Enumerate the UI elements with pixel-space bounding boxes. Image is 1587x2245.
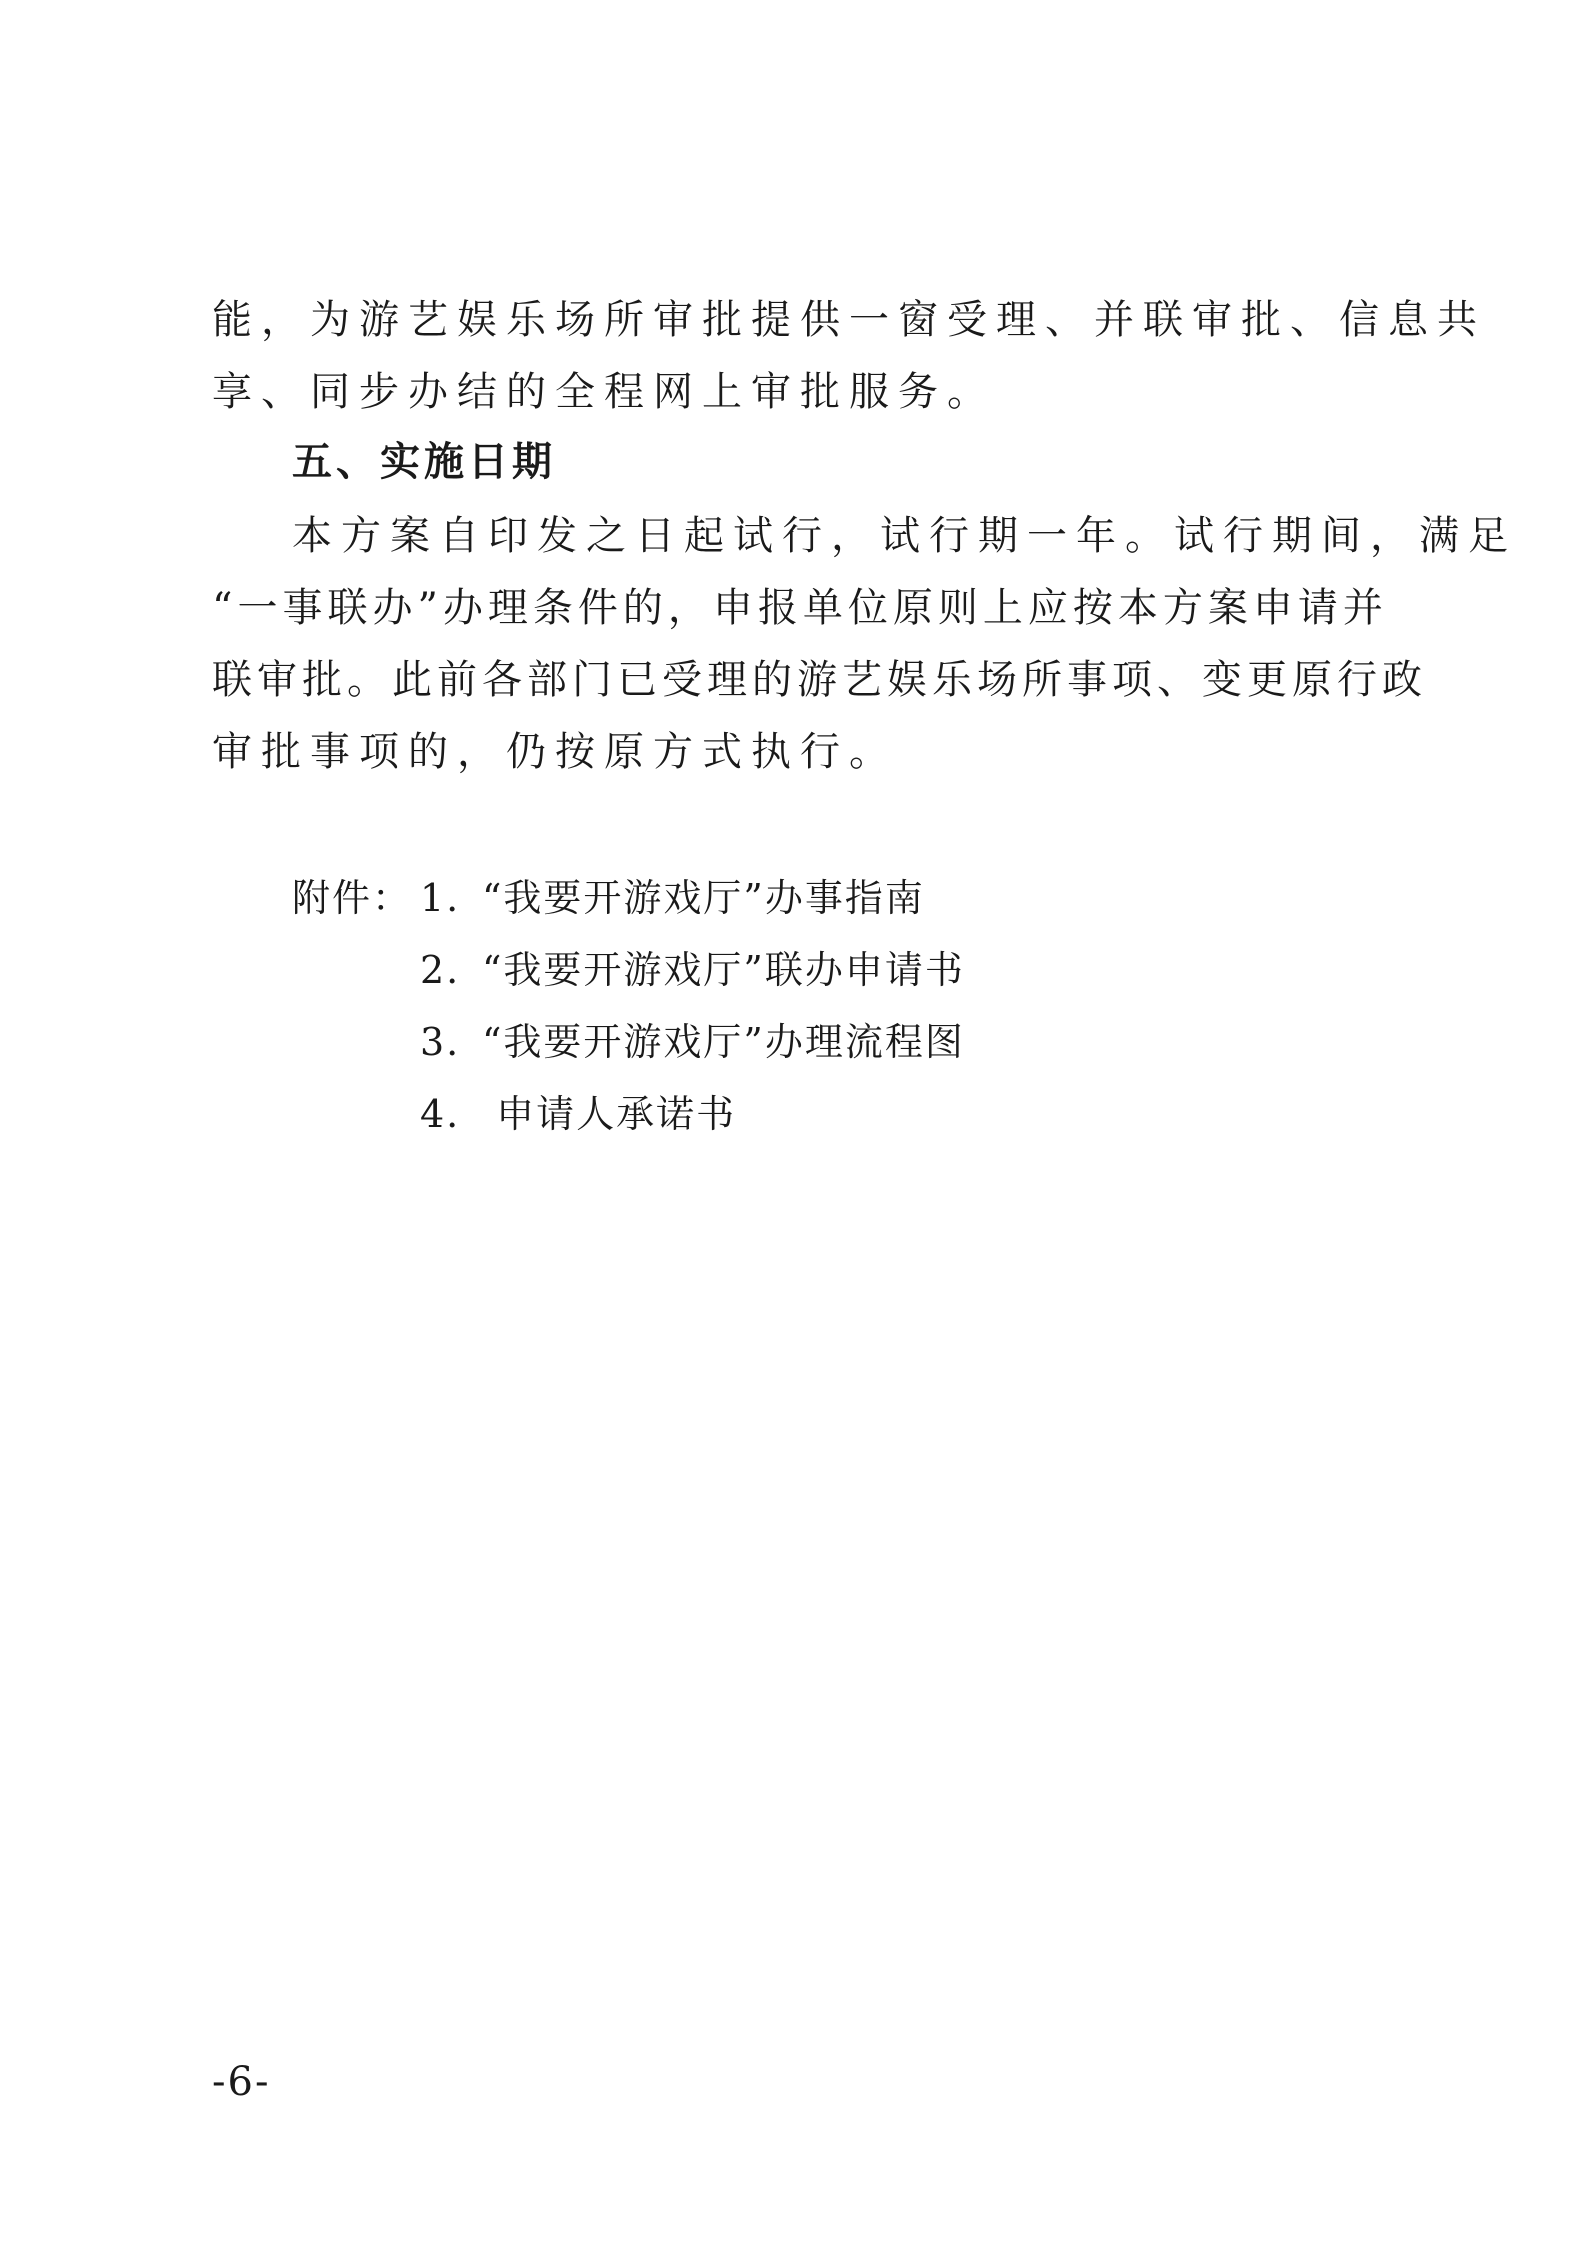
attachment-item-2 [420, 946, 965, 994]
section-5-line-4: 审批事项的，仍按原方式执行。 [212, 729, 898, 775]
paragraph-1-line-2: 享、同步办结的全程网上审批服务。 [212, 369, 996, 415]
attachment-title: 申请人承诺书 [482, 1092, 737, 1136]
attachment-title: “我要开游戏厅”办事指南 [482, 876, 925, 920]
section-heading: 五、实施日期 [292, 439, 556, 485]
attachment-number: 2. [420, 948, 461, 992]
page-number: -6- [212, 2059, 271, 2105]
attachments-label: 附件： [292, 876, 413, 920]
attachment-number: 1. [420, 876, 461, 920]
section-5-line-2: “一事联办”办理条件的，申报单位原则上应按本方案申请并 [212, 585, 1388, 631]
attachment-number: 3. [420, 1020, 461, 1064]
attachment-title: “我要开游戏厅”联办申请书 [482, 948, 965, 992]
attachment-item-3 [420, 1018, 965, 1066]
attachment-title: “我要开游戏厅”办理流程图 [482, 1020, 965, 1064]
attachment-item-1 [420, 874, 925, 922]
paragraph-1-line-1: 能，为游艺娱乐场所审批提供一窗受理、并联审批、信息共 [212, 297, 1486, 343]
section-5-line-1: 本方案自印发之日起试行，试行期一年。试行期间，满足 [292, 513, 1517, 559]
section-5-line-3: 联审批。此前各部门已受理的游艺娱乐场所事项、变更原行政 [212, 657, 1427, 703]
attachment-number: 4. [420, 1092, 461, 1136]
attachment-item-4 [420, 1090, 736, 1138]
